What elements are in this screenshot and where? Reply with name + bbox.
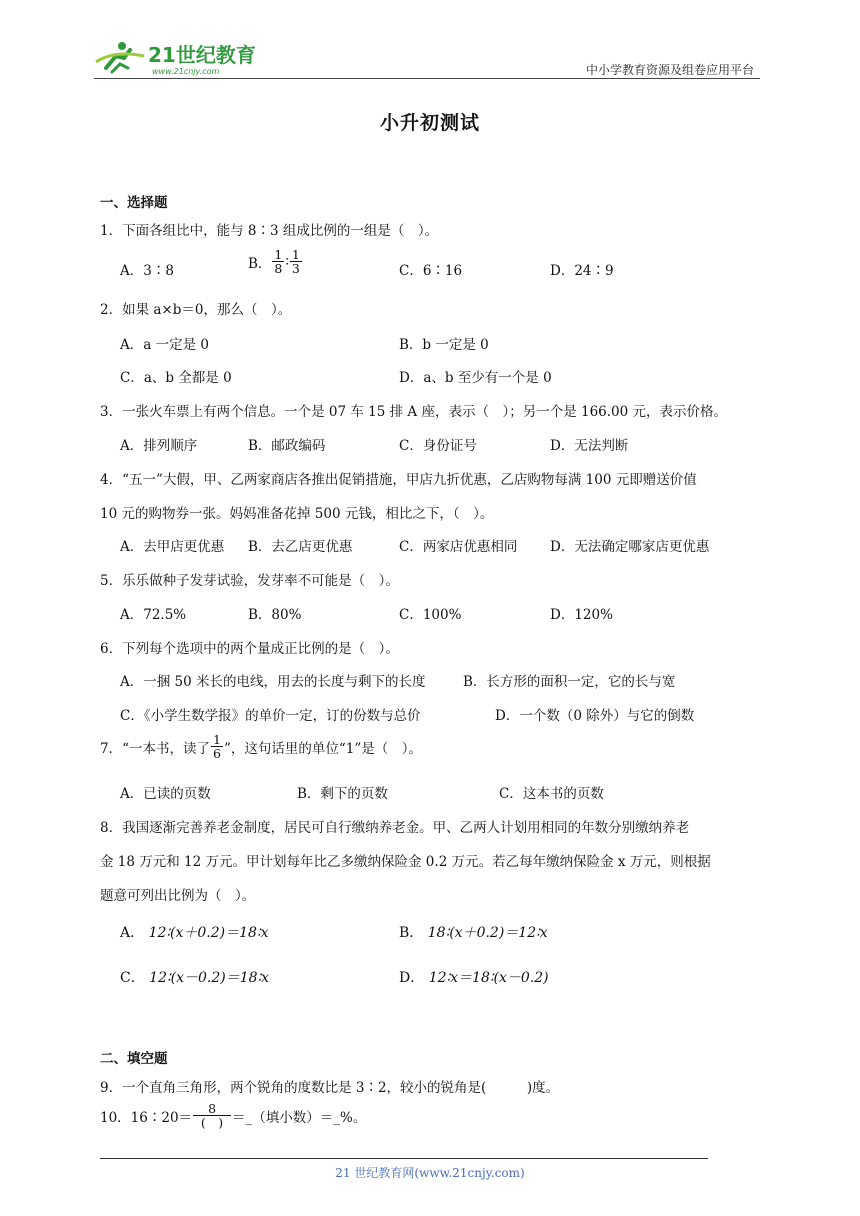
logo-text: 21世纪教育	[148, 43, 256, 67]
footer-divider	[100, 1158, 708, 1159]
q7-fraction	[211, 733, 223, 760]
platform-label: 中小学教育资源及组卷应用平台	[585, 63, 754, 77]
q1-b-num-1: 1	[274, 247, 283, 262]
q10-fraction	[193, 1102, 231, 1129]
q3-option-b: B．邮政编码	[248, 438, 326, 454]
section-heading-choice: 一、选择题	[100, 195, 168, 211]
q1-b-fraction-2	[290, 248, 302, 275]
question-2-stem: 2．如果 a×b＝0，那么（ ）。	[100, 302, 292, 318]
q1-option-d: D．24∶9	[550, 263, 614, 279]
q6-option-c: C．《小学生数学报》的单价一定，订的份数与总价	[120, 708, 421, 724]
question-9-stem: 9．一个直角三角形，两个锐角的度数比是 3∶2，较小的锐角是( )度。	[100, 1080, 560, 1096]
q2-option-b: B．b 一定是 0	[399, 337, 489, 353]
q2-option-c: C．a、b 全都是 0	[120, 370, 232, 386]
question-7-stem	[100, 733, 422, 760]
q3-option-c: C．身份证号	[399, 438, 477, 454]
q8-option-c-expr: 12∶(x－0.2)＝18∶x	[149, 970, 270, 986]
q1-option-c: C．6∶16	[399, 263, 463, 279]
question-3-stem: 3．一张火车票上有两个信息。一个是 07 车 15 排 A 座，表示（ ）；另一个是 166.00 元，表示价格。	[100, 404, 728, 420]
q8-option-b-label: B．	[399, 925, 424, 941]
q10-stem-post: ＝_（填小数）＝_%。	[232, 1109, 367, 1126]
q1-b-num-2: 1	[291, 247, 300, 262]
page-title: 小升初测试	[379, 112, 480, 134]
q4-option-a: A．去甲店更优惠	[120, 539, 225, 555]
q1-option-a: A．3∶8	[120, 263, 174, 279]
q8-option-a	[120, 922, 268, 942]
question-4-line-1: 4．“五一”大假，甲、乙两家商店各推出促销措施，甲店九折优惠，乙店购物每满 100 元即赠送价值	[100, 472, 697, 488]
q7-stem-post: ”，这句话里的单位“1”是（ ）。	[223, 740, 422, 757]
question-8-line-1: 8．我国逐渐完善养老金制度，居民可自行缴纳养老金。甲、乙两人计划用相同的年数分别缴纳养老	[100, 820, 690, 836]
question-10-stem	[100, 1102, 366, 1129]
q5-option-c: C．100%	[399, 607, 462, 623]
q10-denominator: ( )	[200, 1115, 224, 1131]
q1-b-den-2: 3	[291, 261, 300, 277]
q8-option-b	[399, 922, 548, 942]
q5-option-a: A．72.5%	[120, 607, 187, 623]
q5-option-d: D．120%	[550, 607, 613, 623]
footer-link[interactable]: 21 世纪教育网(www.21cnjy.com)	[335, 1166, 525, 1180]
q8-option-b-expr: 18∶(x＋0.2)＝12∶x	[427, 925, 548, 941]
q2-option-d: D．a、b 至少有一个是 0	[399, 370, 552, 386]
q10-numerator: 8	[193, 1102, 231, 1116]
q8-option-d-expr: 12∶x＝18∶(x－0.2)	[428, 970, 549, 986]
q3-option-a: A．排列顺序	[120, 438, 198, 454]
q5-option-b: B．80%	[248, 607, 302, 623]
logo-url: www.21cnjy.com	[152, 67, 220, 76]
site-logo	[94, 38, 264, 78]
question-1-stem: 1．下面各组比中，能与 8∶3 组成比例的一组是（ ）。	[100, 223, 439, 239]
q1-b-den-1: 8	[274, 261, 283, 277]
q4-option-c: C．两家店优惠相同	[399, 539, 518, 555]
q8-option-c-label: C．	[120, 970, 145, 986]
q4-option-b: B．去乙店更优惠	[248, 539, 353, 555]
q8-option-d	[399, 967, 549, 987]
question-6-stem: 6．下列每个选项中的两个量成正比例的是（ ）。	[100, 641, 399, 657]
q1-b-fraction-1	[272, 248, 284, 275]
question-4-line-2: 10 元的购物券一张。妈妈准备花掉 500 元钱，相比之下，（ ）。	[100, 506, 494, 522]
header-divider	[94, 78, 760, 79]
q7-option-b: B．剩下的页数	[297, 786, 388, 802]
q10-stem-pre: 10．16∶20＝	[100, 1109, 193, 1126]
q8-option-a-expr: 12∶(x＋0.2)＝18∶x	[148, 925, 269, 941]
q1-option-b-label: B．	[248, 255, 272, 272]
q6-option-a: A．一捆 50 米长的电线，用去的长度与剩下的长度	[120, 674, 426, 690]
question-8-line-3: 题意可列出比例为（ ）。	[100, 888, 256, 904]
q6-option-b: B．长方形的面积一定，它的长与宽	[463, 674, 676, 690]
q1-b-colon: ∶	[285, 253, 289, 270]
q3-option-d: D．无法判断	[550, 438, 629, 454]
q7-option-c: C．这本书的页数	[499, 786, 604, 802]
q4-option-d: D．无法确定哪家店更优惠	[550, 539, 710, 555]
q8-option-c	[120, 967, 269, 987]
question-5-stem: 5．乐乐做种子发芽试验，发芽率不可能是（ ）。	[100, 573, 399, 589]
question-8-line-2: 金 18 万元和 12 万元。甲计划每年比乙多缴纳保险金 0.2 万元。若乙每年缴纳保险金 x 万元，则根据	[100, 854, 711, 870]
q2-option-a: A．a 一定是 0	[120, 337, 209, 353]
q1-option-b	[248, 248, 303, 275]
q6-option-d: D．一个数（0 除外）与它的倒数	[495, 708, 695, 724]
section-heading-fill: 二、填空题	[100, 1051, 168, 1067]
q8-option-a-label: A．	[120, 925, 145, 941]
q8-option-d-label: D．	[399, 970, 425, 986]
q7-option-a: A．已读的页数	[120, 786, 211, 802]
q7-denominator: 6	[213, 746, 221, 762]
q7-stem-pre: 7．“一本书，读了	[100, 740, 210, 757]
q7-numerator: 1	[213, 732, 221, 747]
